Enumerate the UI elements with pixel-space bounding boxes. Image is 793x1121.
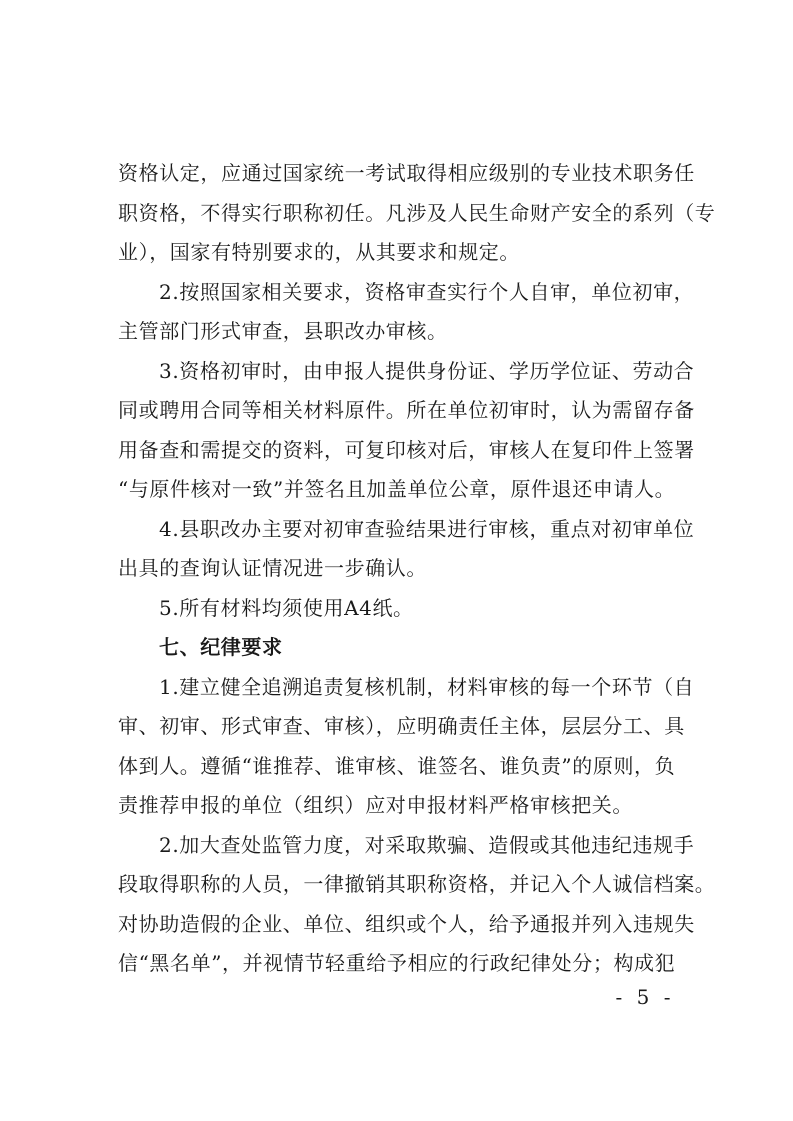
paragraph-line: 用备查和需提交的资料，可复印核对后，审核人在复印件上签署 — [118, 437, 695, 462]
paragraph-line: 4.县职改办主要对初审查验结果进行审核，重点对初审单位 — [159, 516, 695, 541]
paragraph-line: 资格认定，应通过国家统一考试取得相应级别的专业技术职务任 — [118, 161, 695, 185]
section-heading: 七、纪律要求 — [159, 635, 283, 659]
paragraph-line: “与原件核对一致”并签名且加盖单位公章，原件退还申请人。 — [118, 477, 676, 501]
paragraph-line: 2.按照国家相关要求，资格审查实行个人自审，单位初审， — [159, 279, 695, 304]
paragraph-line: 责推荐申报的单位（组织）应对申报材料严格审核把关。 — [118, 793, 633, 817]
paragraph-line: 审、初审、形式审查、审核），应明确责任主体，层层分工、具 — [118, 714, 685, 738]
paragraph-line: 主管部门形式审查，县职改办审核。 — [118, 319, 448, 343]
document-body — [118, 154, 716, 984]
page-number: - 5 - — [615, 985, 675, 1009]
paragraph-line: 出具的查询认证情况进一步确认。 — [118, 556, 427, 580]
paragraph-line: 2.加大查处监管力度，对采取欺骗、造假或其他违纪违规手 — [159, 832, 695, 857]
paragraph-line: 业），国家有特别要求的，从其要求和规定。 — [118, 240, 520, 264]
paragraph-line: 5.所有材料均须使用A4纸。 — [159, 595, 414, 620]
paragraph-line: 3.资格初审时，由申报人提供身份证、学历学位证、劳动合 — [159, 358, 695, 383]
paragraph-line: 1.建立健全追溯追责复核机制，材料审核的每一个环节（自 — [159, 674, 695, 699]
paragraph-line: 同或聘用合同等相关材料原件。所在单位初审时，认为需留存备 — [118, 398, 695, 422]
paragraph-line: 段取得职称的人员，一律撤销其职称资格，并记入个人诚信档案。 — [118, 872, 716, 896]
paragraph-line: 信“黑名单”，并视情节轻重给予相应的行政纪律处分；构成犯 — [118, 951, 676, 975]
paragraph-line: 体到人。遵循“谁推荐、谁审核、谁签名、谁负责”的原则，负 — [118, 753, 676, 778]
paragraph-line: 职资格，不得实行职称初任。凡涉及人民生命财产安全的系列（专 — [118, 200, 716, 225]
paragraph-line: 对协助造假的企业、单位、组织或个人，给予通报并列入违规失 — [118, 911, 695, 936]
